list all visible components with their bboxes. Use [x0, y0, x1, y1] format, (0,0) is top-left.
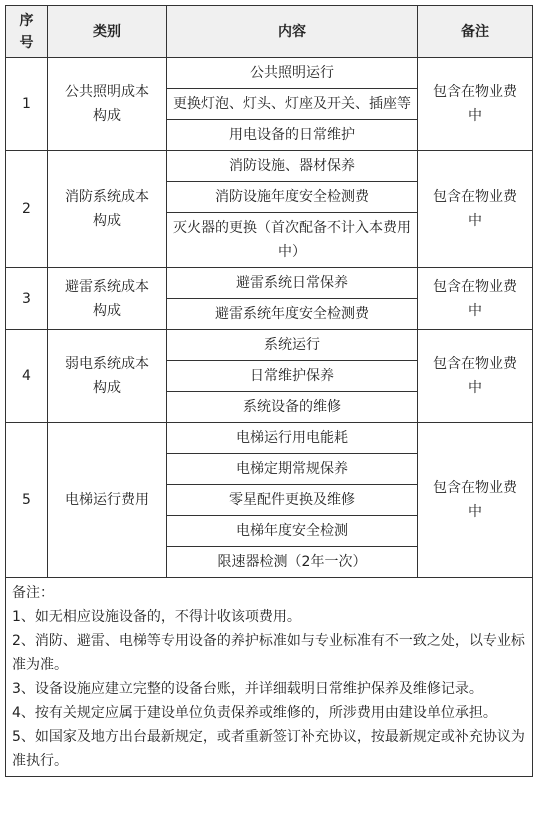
row-category: 消防系统成本构成	[48, 151, 167, 268]
row-note: 包含在物业费中	[418, 151, 533, 268]
table-row	[6, 423, 533, 454]
row-content-item: 灭火器的更换（首次配备不计入本费用中）	[167, 213, 418, 268]
table-body	[6, 58, 533, 578]
header-category: 类别	[48, 6, 167, 58]
table-header-row	[6, 6, 533, 58]
row-content-item: 避雷系统年度安全检测费	[167, 299, 418, 330]
row-content-item: 电梯定期常规保养	[167, 454, 418, 485]
row-content-item: 日常维护保养	[167, 361, 418, 392]
notes-line: 4、按有关规定应属于建设单位负责保养或维修的，所涉费用由建设单位承担。	[12, 705, 497, 721]
table-row	[6, 268, 533, 299]
row-seq: 4	[6, 330, 48, 423]
row-seq: 2	[6, 151, 48, 268]
row-note: 包含在物业费中	[418, 268, 533, 330]
row-content-item: 消防设施年度安全检测费	[167, 182, 418, 213]
row-content-item: 系统设备的维修	[167, 392, 418, 423]
notes-line: 3、设备设施应建立完整的设备台账，并详细载明日常维护保养及维修记录。	[12, 681, 483, 697]
row-content-item: 公共照明运行	[167, 58, 418, 89]
notes-line: 2、消防、避雷、电梯等专用设备的养护标准如与专业标准有不一致之处，以专业标准为准。	[12, 633, 525, 673]
row-note: 包含在物业费中	[418, 58, 533, 151]
row-content-item: 零星配件更换及维修	[167, 485, 418, 516]
table-row	[6, 151, 533, 182]
fee-table-container	[5, 5, 532, 777]
notes-title: 备注：	[12, 585, 54, 601]
table-row	[6, 330, 533, 361]
row-note: 包含在物业费中	[418, 423, 533, 578]
table-row	[6, 58, 533, 89]
row-content-item: 系统运行	[167, 330, 418, 361]
row-content-item: 消防设施、器材保养	[167, 151, 418, 182]
row-content-item: 电梯年度安全检测	[167, 516, 418, 547]
header-seq: 序号	[6, 6, 48, 58]
notes-row	[6, 578, 533, 777]
header-note: 备注	[418, 6, 533, 58]
row-seq: 5	[6, 423, 48, 578]
header-content: 内容	[167, 6, 418, 58]
row-category: 电梯运行费用	[48, 423, 167, 578]
row-content-item: 更换灯泡、灯头、灯座及开关、插座等	[167, 89, 418, 120]
row-seq: 1	[6, 58, 48, 151]
notes-line: 5、如国家及地方出台最新规定，或者重新签订补充协议，按最新规定或补充协议为准执行。	[12, 729, 525, 769]
row-note: 包含在物业费中	[418, 330, 533, 423]
fee-table	[5, 5, 533, 777]
row-content-item: 电梯运行用电能耗	[167, 423, 418, 454]
notes-line: 1、如无相应设施设备的，不得计收该项费用。	[12, 609, 301, 625]
row-category: 避雷系统成本构成	[48, 268, 167, 330]
row-content-item: 避雷系统日常保养	[167, 268, 418, 299]
notes-cell	[6, 578, 533, 777]
row-category: 公共照明成本构成	[48, 58, 167, 151]
row-content-item: 用电设备的日常维护	[167, 120, 418, 151]
row-seq: 3	[6, 268, 48, 330]
row-category: 弱电系统成本构成	[48, 330, 167, 423]
row-content-item: 限速器检测（2年一次）	[167, 547, 418, 578]
